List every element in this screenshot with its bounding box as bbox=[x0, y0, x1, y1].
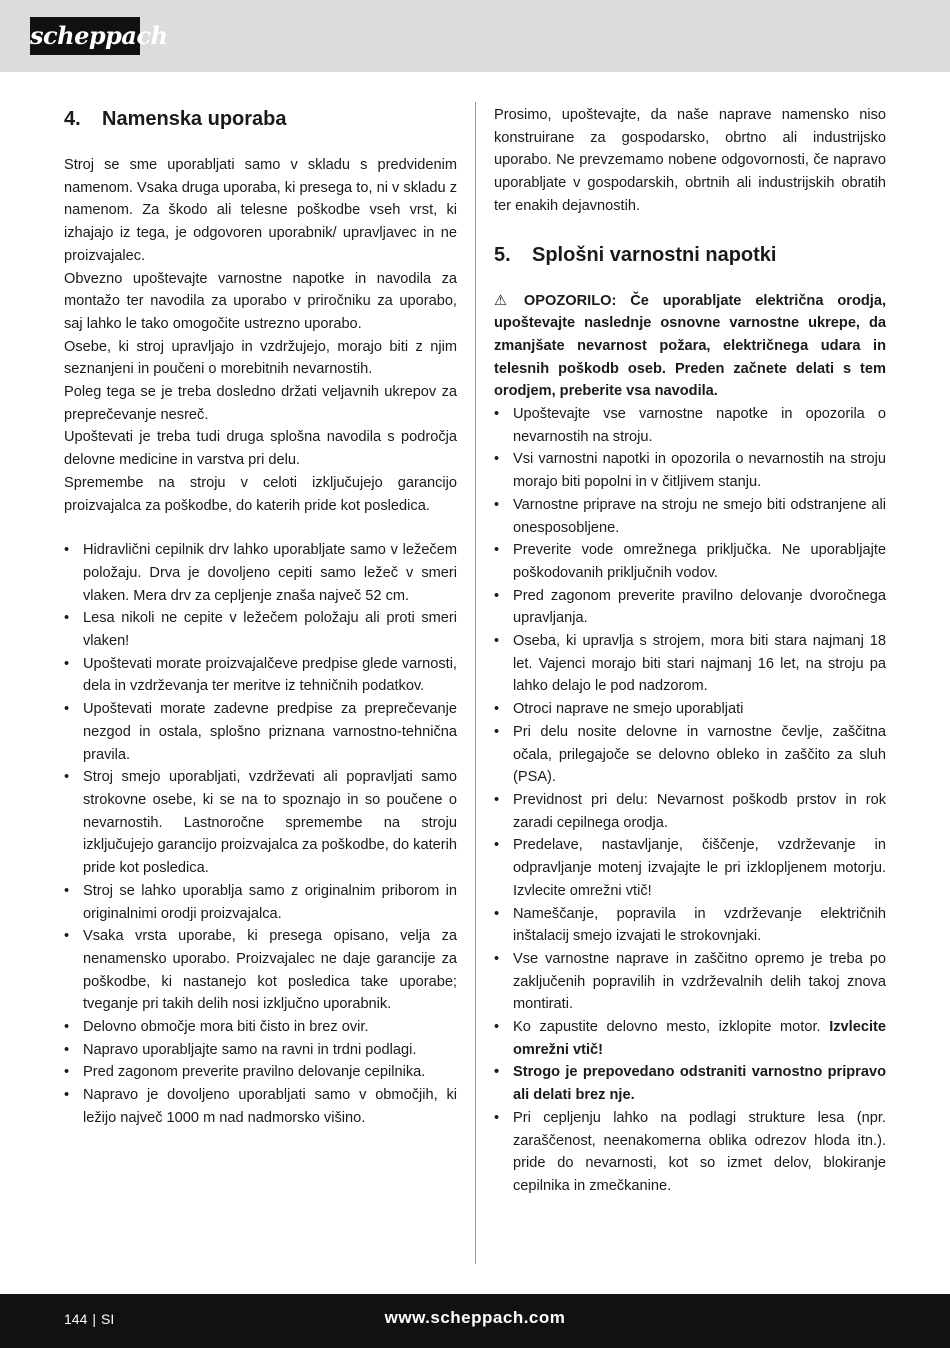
bullet-icon: • bbox=[494, 701, 500, 718]
paragraph: Obvezno upoštevajte varnostne napotke in navodila za montažo ter navodila za uporabo v priročniku za uporabo, saj lahko le tako omogočite ustrezno uporabo. bbox=[64, 270, 457, 332]
paragraph: Prosimo, upoštevajte, da naše naprave namensko niso konstruirane za gospodarsko, obrtno ali industrijsko uporabo. Ne prevzemamo nobene odgovornosti, če napravo uporabljate v gospodarskih, obrtnih ali industrijskih obratih ter enakih dejavnostih. bbox=[494, 107, 886, 214]
bullet-icon: • bbox=[64, 542, 70, 559]
footer-band bbox=[0, 1294, 950, 1348]
paragraph: Poleg tega se je treba dosledno držati veljavnih ukrepov za preprečevanje nesreč. bbox=[64, 384, 457, 423]
bullet-icon: • bbox=[494, 1109, 500, 1126]
list-item: • Previdnost pri delu: Nevarnost poškodb prstov in rok zaradi cepilnega orodja. bbox=[494, 789, 886, 834]
bullet-icon: • bbox=[494, 587, 500, 604]
bullet-list bbox=[494, 403, 886, 1198]
list-item: • Vsi varnostni napotki in opozorila o nevarnostih na stroju morajo biti popolni in v čitljivem stanju. bbox=[494, 448, 886, 493]
bullet-list bbox=[64, 539, 457, 1129]
list-item: • Oseba, ki upravlja s strojem, mora biti stara najmanj 18 let. Vajenci morajo biti stari najmanj 16 let, na stroju pa lahko delajo le pod nadzorom. bbox=[494, 630, 886, 698]
heading-number: 5. bbox=[494, 243, 511, 266]
list-item: • Vsaka vrsta uporabe, ki presega opisano, velja za nenamensko uporabo. Proizvajalec ne daje garancije za poškodbe, ki nastanejo kot posledica take uporabe; tveganje pri takih delih nosi izključno uporabnik. bbox=[64, 925, 457, 1016]
column-divider bbox=[475, 102, 476, 1264]
bullet-icon: • bbox=[494, 451, 500, 468]
list-item: • Strogo je prepovedano odstraniti varnostno pripravo ali delati brez nje. bbox=[494, 1061, 886, 1106]
list-item: • Upoštevati morate proizvajalčeve predpise glede varnosti, dela in vzdrževanja ter meritve iz tehničnih podatkov. bbox=[64, 653, 457, 698]
list-item: • Predelave, nastavljanje, čiščenje, vzdrževanje in odpravljanje motenj izvajajte le pri izklopljenem motorju. Izvlecite omrežni vtič! bbox=[494, 834, 886, 902]
bullet-icon: • bbox=[64, 701, 70, 718]
list-item: • Stroj se lahko uporablja samo z originalnim priborom in originalnimi orodji proizvajalca. bbox=[64, 880, 457, 925]
bullet-icon: • bbox=[494, 905, 500, 922]
bullet-icon: • bbox=[64, 928, 70, 945]
bullet-icon: • bbox=[64, 1087, 70, 1104]
left-column bbox=[64, 104, 457, 1130]
bullet-icon: • bbox=[64, 610, 70, 627]
list-item: • Napravo uporabljajte samo na ravni in trdni podlagi. bbox=[64, 1039, 457, 1062]
right-column bbox=[494, 104, 886, 1198]
warning-paragraph bbox=[494, 290, 886, 404]
bullet-icon: • bbox=[494, 723, 500, 740]
section-heading-4 bbox=[64, 104, 457, 134]
bullet-icon: • bbox=[494, 950, 500, 967]
list-item: • Varnostne priprave na stroju ne smejo biti odstranjene ali onesposobljene. bbox=[494, 494, 886, 539]
bullet-icon: • bbox=[494, 1064, 500, 1081]
warning-text: OPOZORILO: Če uporabljate električna orodja, upoštevajte naslednje osnovne varnostne ukrepe, da zmanjšate nevarnost požara, električnega udara in telesnih poškodb oseb. Preden začnete delati s tem orodjem, preberite vsa navodila. bbox=[494, 292, 887, 400]
list-item: • Pri cepljenju lahko na podlagi strukture lesa (npr. zaraščenost, neenakomerna oblika odrezov hloda itn.). pride do nevarnosti, kot so izmet delov, blokiranje cepilnika in zmečkanine. bbox=[494, 1107, 886, 1198]
paragraph: Spremembe na stroju v celoti izključujejo garancijo proizvajalca za poškodbe, do katerih pride kot posledica. bbox=[64, 474, 457, 514]
bullet-icon: • bbox=[494, 837, 500, 854]
list-item: • Stroj smejo uporabljati, vzdrževati ali popravljati samo strokovne osebe, ki se na to spoznajo in so poučene o nevarnostih. Lastnoročne spremembe na stroju izključujejo garancijo proizvajalca za poškodbe, do katerih pride kot posledica. bbox=[64, 766, 457, 880]
list-item: • Upoštevati morate zadevne predpise za preprečevanje nezgod in ostala, splošno priznana varnostno-tehnična pravila. bbox=[64, 698, 457, 766]
list-item: • Ko zapustite delovno mesto, izklopite motor. Izvlecite omrežni vtič! bbox=[494, 1016, 886, 1061]
bullet-icon: • bbox=[494, 406, 500, 423]
bullet-icon: • bbox=[64, 769, 70, 786]
list-item: • Delovno območje mora biti čisto in brez ovir. bbox=[64, 1016, 457, 1039]
list-item: • Pri delu nosite delovne in varnostne čevlje, zaščitna očala, prilegajoče se delovno obleko in zaščito za sluh (PSA). bbox=[494, 721, 886, 789]
header-band bbox=[0, 0, 950, 72]
list-item: • Otroci naprave ne smejo uporabljati bbox=[494, 698, 886, 721]
warning-icon: ⚠ bbox=[494, 292, 508, 309]
list-item: • Pred zagonom preverite pravilno delovanje dvoročnega upravljanja. bbox=[494, 585, 886, 630]
heading-title: Splošni varnostni napotki bbox=[532, 243, 777, 266]
website-link[interactable]: www.scheppach.com bbox=[384, 1308, 566, 1327]
bullet-icon: • bbox=[64, 1019, 70, 1036]
list-item: • Preverite vode omrežnega priključka. Ne uporabljajte poškodovanih priključnih vodov. bbox=[494, 539, 886, 584]
paragraph: Upoštevati je treba tudi druga splošna navodila s področja delovne medicine in varstva pri delu. bbox=[64, 429, 457, 469]
paragraph: Stroj se sme uporabljati samo v skladu s predvidenim namenom. Vsaka druga uporaba, ki presega to, ni v skladu z namenom. Za škodo ali telesne poškodbe vseh vrst, ki izhajajo iz tega, je odgovoren uporabnik/ upravljavec in ne proizvajalec. bbox=[64, 157, 457, 264]
section-heading-5 bbox=[494, 240, 886, 270]
bullet-icon: • bbox=[494, 633, 500, 650]
bullet-icon: • bbox=[494, 791, 500, 808]
bullet-icon: • bbox=[494, 1019, 500, 1036]
bullet-icon: • bbox=[64, 655, 70, 672]
list-item: • Napravo je dovoljeno uporabljati samo v območjih, ki ležijo največ 1000 m nad nadmorsko višino. bbox=[64, 1084, 457, 1129]
bullet-icon: • bbox=[494, 496, 500, 513]
list-item: • Nameščanje, popravila in vzdrževanje električnih inštalacij smejo izvajati le strokovnjaki. bbox=[494, 903, 886, 948]
list-item: • Lesa nikoli ne cepite v ležečem položaju ali proti smeri vlaken! bbox=[64, 607, 457, 652]
list-item: • Hidravlični cepilnik drv lahko uporabljate samo v ležečem položaju. Drva je dovoljeno cepiti samo ležeč v smeri vlaken. Mera drv za cepljenje znaša največ 52 cm. bbox=[64, 539, 457, 607]
heading-title: Namenska uporaba bbox=[102, 108, 287, 130]
brand-logo: scheppach bbox=[30, 17, 140, 55]
list-item: • Vse varnostne naprave in zaščitno opremo je treba po zaključenih popravilih in vzdrževalnih delih takoj znova montirati. bbox=[494, 948, 886, 1016]
bullet-icon: • bbox=[64, 1041, 70, 1058]
paragraph: Osebe, ki stroj upravljajo in vzdržujejo, morajo biti z njim seznanjeni in poučeni o morebitnih nevarnostih. bbox=[64, 338, 457, 378]
list-item: • Pred zagonom preverite pravilno delovanje cepilnika. bbox=[64, 1061, 457, 1084]
bullet-icon: • bbox=[494, 542, 500, 559]
bullet-icon: • bbox=[64, 882, 70, 899]
heading-number: 4. bbox=[64, 108, 81, 130]
list-item: • Upoštevajte vse varnostne napotke in opozorila o nevarnostih na stroju. bbox=[494, 403, 886, 448]
bullet-icon: • bbox=[64, 1064, 70, 1081]
page-number: 144 | SI bbox=[64, 1311, 115, 1327]
